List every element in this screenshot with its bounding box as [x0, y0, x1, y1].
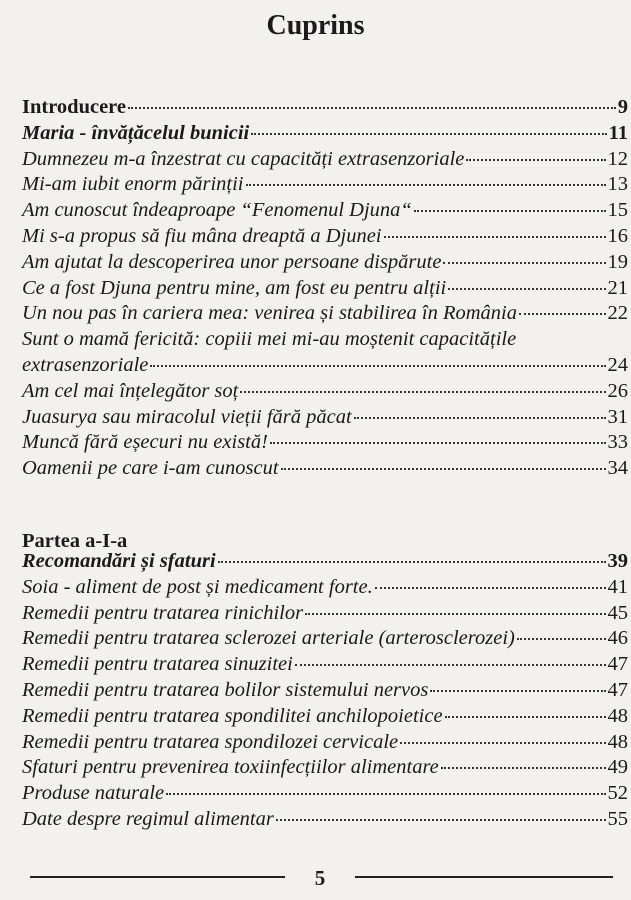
toc-entry-title: Remedii pentru tratarea rinichilor	[22, 601, 304, 624]
toc-entry-recomandari[interactable]	[22, 550, 628, 576]
toc-entry[interactable]	[22, 225, 628, 251]
toc-entry-title: Am cel mai înțelegător soț	[22, 379, 239, 402]
toc-entry-title: Am ajutat la descoperirea unor persoane dispărute	[22, 250, 442, 273]
dot-leader	[218, 561, 606, 563]
toc-entry-page: 19	[607, 250, 628, 273]
toc-entry[interactable]	[22, 302, 628, 328]
toc-entry-title: Am cunoscut îndeaproape “Fenomenul Djuna“	[22, 199, 412, 222]
dot-leader	[517, 638, 606, 640]
toc-entry[interactable]	[22, 199, 628, 225]
toc-entry[interactable]	[22, 431, 628, 457]
toc-entry-title: Recomandări și sfaturi	[22, 550, 216, 572]
toc-entry[interactable]	[22, 705, 628, 731]
footer-rule-left	[30, 876, 285, 878]
toc-entry[interactable]	[22, 380, 628, 406]
toc-entry-title: Ce a fost Djuna pentru mine, am fost eu pentru alții	[22, 276, 447, 299]
toc-section-2	[22, 550, 628, 834]
dot-leader	[276, 819, 606, 821]
toc-section-1	[22, 96, 628, 483]
dot-leader	[240, 391, 605, 393]
toc-entry[interactable]	[22, 251, 628, 277]
page-title: Cuprins	[266, 10, 365, 41]
toc-entry[interactable]	[22, 406, 628, 432]
toc-entry-page: 13	[607, 173, 628, 196]
toc-entry-introducere[interactable]	[22, 96, 628, 122]
toc-entry-page: 48	[607, 704, 628, 727]
toc-entry[interactable]	[22, 731, 628, 757]
dot-leader	[281, 468, 606, 470]
toc-entry-page: 31	[607, 405, 628, 428]
toc-entry-title: Remedii pentru tratarea sinuzitei	[22, 653, 293, 676]
toc-entry-page: 15	[607, 199, 628, 222]
dot-leader	[443, 262, 605, 264]
toc-entry-title: Produse naturale	[22, 782, 165, 805]
toc-entry-page: 47	[607, 678, 628, 701]
toc-entry-title: Date despre regimul alimentar	[22, 807, 274, 830]
toc-entry-page: 48	[607, 730, 628, 753]
toc-entry-page: 52	[607, 782, 628, 805]
dot-leader	[295, 664, 606, 666]
toc-entry-page: 26	[607, 379, 628, 402]
dot-leader	[384, 236, 606, 238]
toc-entry-title: extrasenzoriale	[22, 353, 149, 376]
dot-leader	[270, 442, 606, 444]
dot-leader	[430, 690, 605, 692]
page-number: 5	[314, 866, 326, 890]
toc-entry-title: Sunt o mamă fericită: copiii mei mi-au moștenit capacitățile	[22, 328, 517, 351]
dot-leader	[466, 159, 605, 161]
dot-leader	[354, 417, 606, 419]
toc-entry-page: 11	[608, 121, 628, 144]
toc-entry-page: 46	[607, 627, 628, 650]
dot-leader	[519, 313, 606, 315]
toc-entry-title: Remedii pentru tratarea sclerozei arteriale (arterosclerozei)	[22, 627, 515, 650]
toc-entry-title: Soia - aliment de post și medicament forte.	[22, 575, 373, 598]
toc-entry-title: Mi-am iubit enorm părinții	[22, 173, 244, 196]
toc-entry-title: Remedii pentru tratarea bolilor sistemului nervos	[22, 678, 429, 701]
toc-entry-page: 21	[607, 276, 628, 299]
toc-entry-page: 16	[607, 224, 628, 247]
dot-leader	[445, 716, 606, 718]
toc-entry-page: 47	[607, 653, 628, 676]
dot-leader	[246, 184, 606, 186]
dot-leader	[441, 767, 606, 769]
toc-entry-page: 39	[607, 550, 628, 572]
toc-entry[interactable]	[22, 173, 628, 199]
toc-entry-title: Muncă fără eșecuri nu există!	[22, 431, 268, 454]
toc-entry-page: 12	[607, 147, 628, 170]
toc-entry-title: Juasurya sau miracolul vieții fără păcat	[22, 405, 352, 428]
toc-entry-page: 22	[607, 302, 628, 325]
toc-entry[interactable]	[22, 602, 628, 628]
dot-leader	[448, 288, 605, 290]
toc-entry[interactable]	[22, 277, 628, 303]
toc-entry-title: Mi s-a propus să fiu mâna dreaptă a Djunei	[22, 224, 382, 247]
toc-entry[interactable]	[22, 354, 628, 380]
toc-entry[interactable]	[22, 782, 628, 808]
toc-entry[interactable]	[22, 653, 628, 679]
toc-entry-maria[interactable]	[22, 122, 628, 148]
toc-entry[interactable]	[22, 576, 628, 602]
toc-entry-title: Sfaturi pentru prevenirea toxiinfecțiilor alimentare	[22, 756, 439, 779]
dot-leader	[166, 793, 605, 795]
toc-entry[interactable]	[22, 457, 628, 483]
toc-entry-page: 49	[607, 756, 628, 779]
toc-entry[interactable]	[22, 627, 628, 653]
section-title-partea-1: Partea a-I-a	[22, 530, 128, 552]
toc-entry-continued[interactable]	[22, 328, 628, 354]
toc-entry-title: Remedii pentru tratarea spondilozei cervicale	[22, 730, 399, 753]
dot-leader	[375, 587, 606, 589]
dot-leader	[414, 210, 606, 212]
toc-entry[interactable]	[22, 148, 628, 174]
toc-entry-title: Remedii pentru tratarea spondilitei anchilopoietice	[22, 704, 443, 727]
toc-entry[interactable]	[22, 808, 628, 834]
dot-leader	[305, 613, 605, 615]
dot-leader	[251, 133, 606, 135]
toc-entry-title: Un nou pas în cariera mea: venirea și stabilirea în România	[22, 302, 517, 325]
toc-entry-page: 9	[617, 96, 628, 118]
toc-entry-page: 33	[607, 431, 628, 454]
toc-entry-page: 24	[607, 353, 628, 376]
toc-entry-page: 55	[607, 807, 628, 830]
toc-entry-title: Dumnezeu m-a înzestrat cu capacități extrasenzoriale	[22, 147, 465, 170]
toc-entry-title: Maria - învățăcelul bunicii	[22, 121, 250, 144]
toc-entry-page: 34	[607, 457, 628, 480]
toc-entry-page: 45	[607, 601, 628, 624]
footer-rule-right	[355, 876, 613, 878]
toc-entry-page: 41	[607, 575, 628, 598]
toc-entry-title: Introducere	[22, 96, 127, 118]
dot-leader	[400, 742, 605, 744]
toc-entry[interactable]	[22, 756, 628, 782]
dot-leader	[150, 365, 605, 367]
toc-entry[interactable]	[22, 679, 628, 705]
dot-leader	[128, 107, 616, 109]
toc-entry-title: Oamenii pe care i-am cunoscut	[22, 457, 279, 480]
